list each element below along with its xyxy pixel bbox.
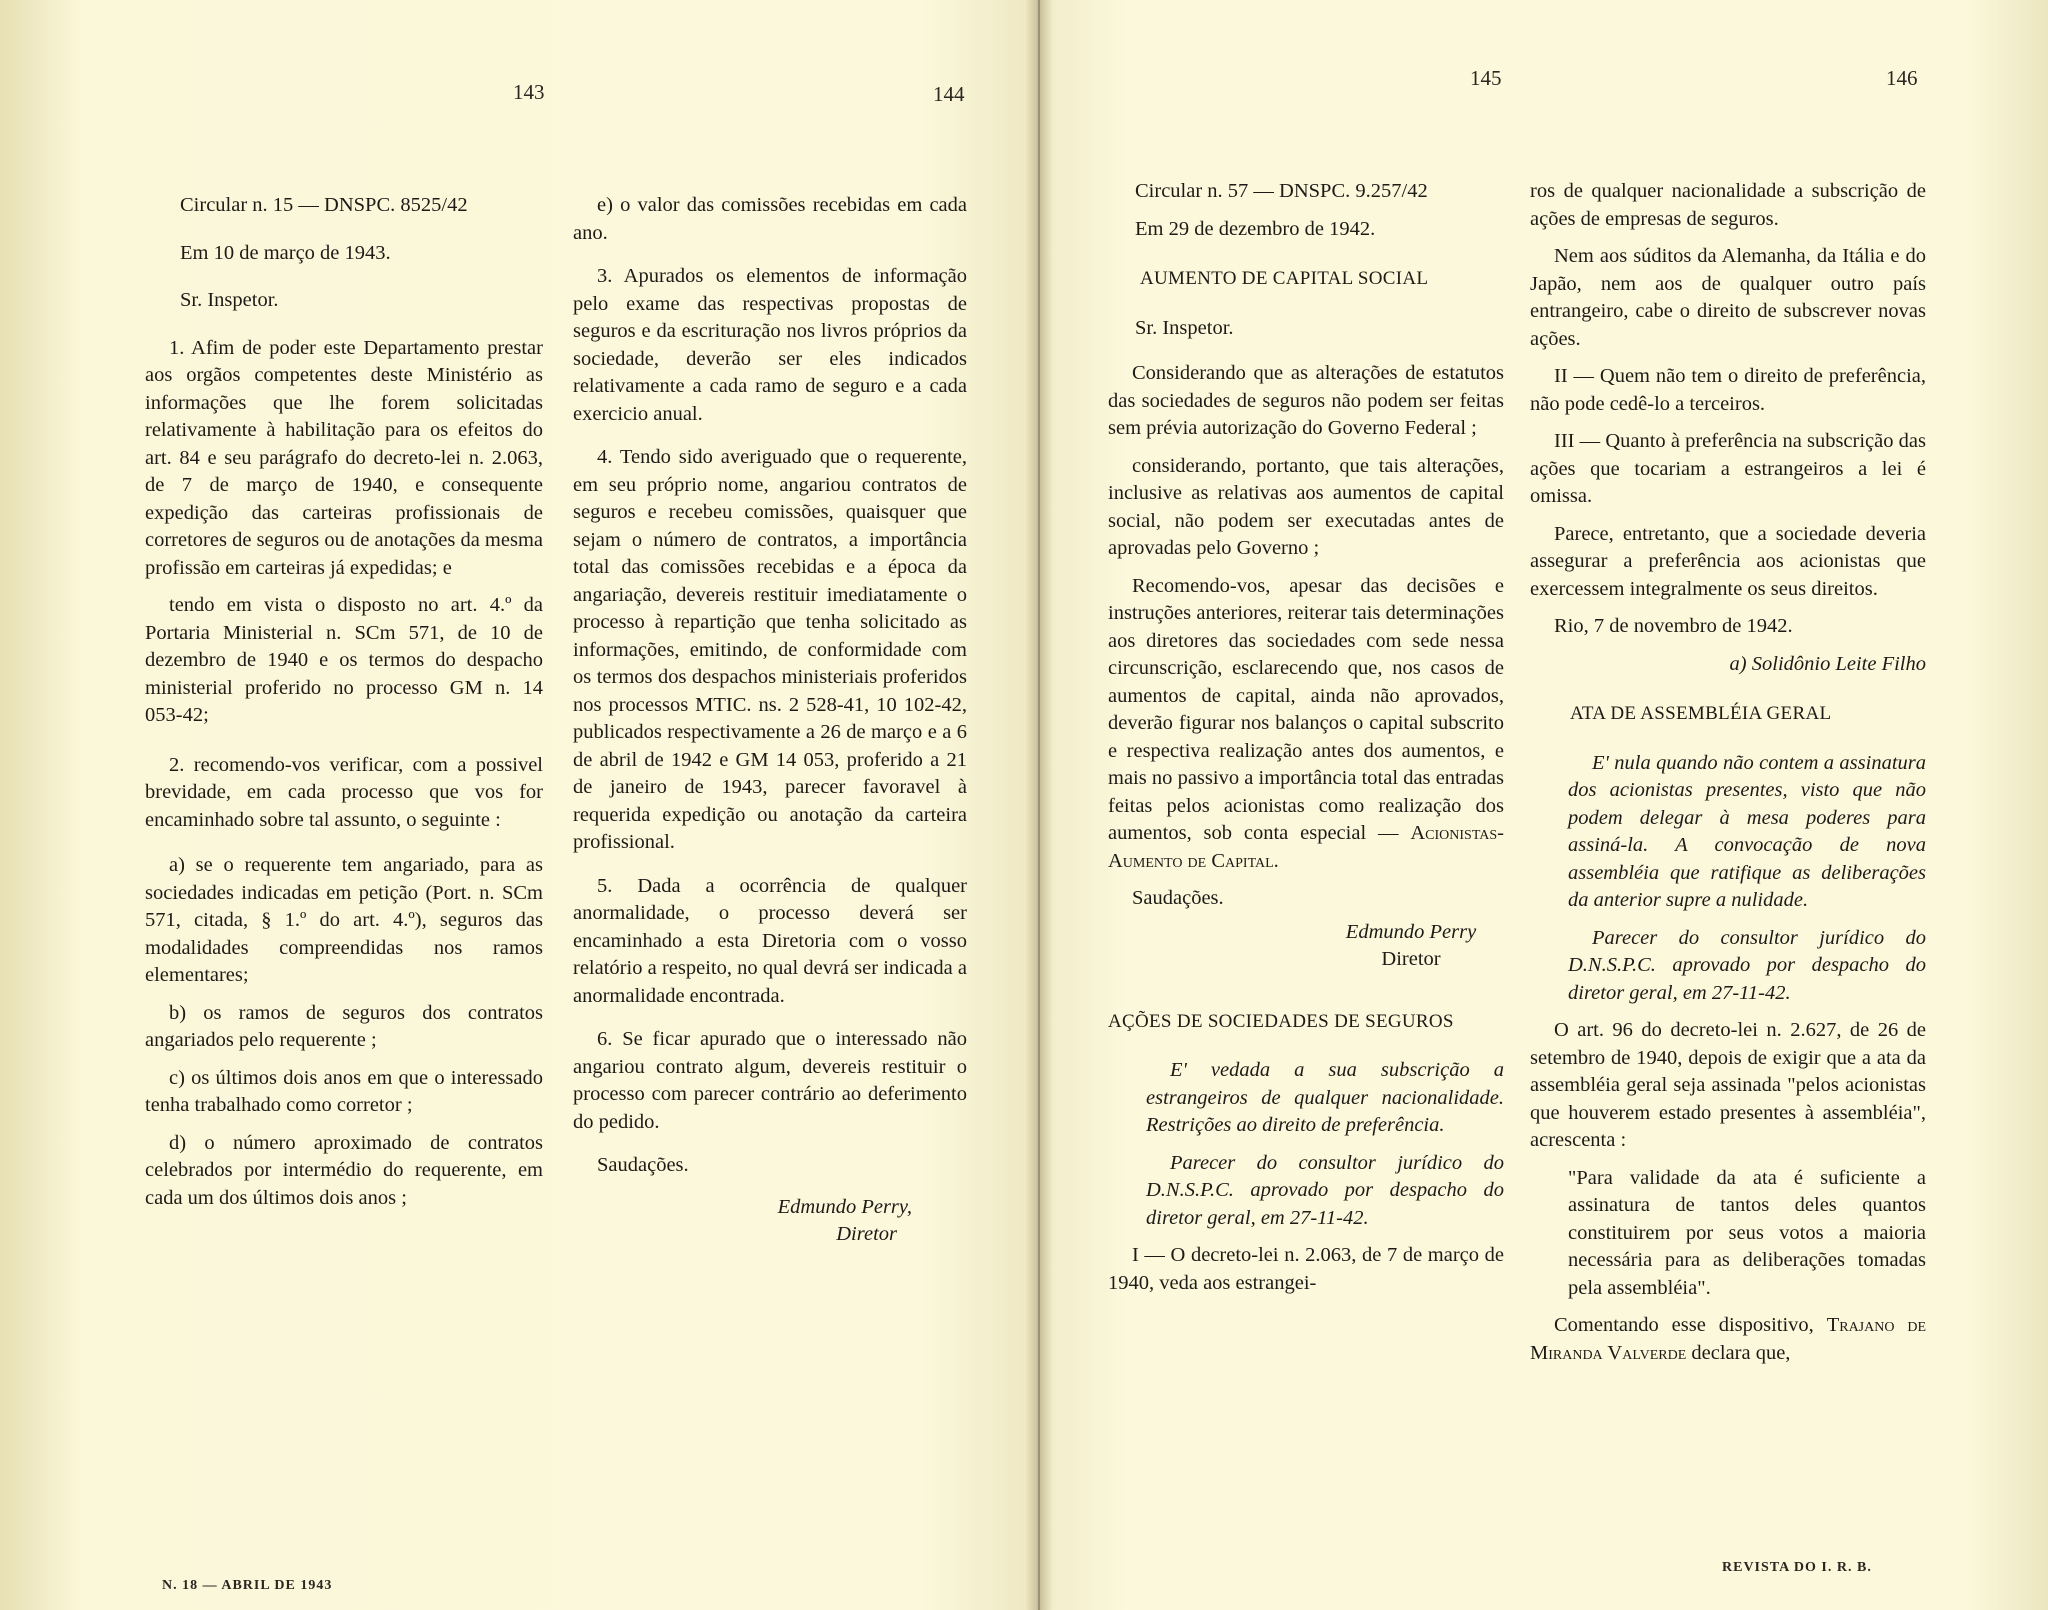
page-146-column [1530, 178, 1926, 1377]
paragraph: 4. Tendo sido averiguado que o requerente, em seu próprio nome, angariou contratos de seguros e recebeu comissões, quaisquer que sejam o número de contratos, a importância total das comissões recebidas e a época da angariação, devereis restituir imediatamente o processo à repartição que tenha solicitado as informações, emitindo, de conformidade com os termos dos despachos ministeriais proferidos nos processos MTIC. ns. 2 528-41, 10 102-42, publicados respectivamente a 26 de março e a 6 de abril de 1942 e GM 14 053, proferido a 21 de janeiro de 1943, parecer favoravel à requerida expedição ou anotação da carteira profissional. [573, 446, 967, 853]
salutation: Sr. Inspetor. [180, 289, 279, 311]
section-heading: AUMENTO DE CAPITAL SOCIAL [1140, 268, 1429, 289]
list-item-c: c) os últimos dois anos em que o interessado tenha trabalhado como corretor ; [145, 1066, 543, 1116]
signature: a) Solidônio Leite Filho [1729, 652, 1926, 675]
paragraph: ros de qualquer nacionalidade a subscrição de ações de empresas de seguros. [1530, 180, 1926, 230]
circular-title: Circular n. 15 — DNSPC. 8525/42 [180, 194, 468, 216]
signature-role: Diretor [1381, 948, 1441, 970]
author-name: Trajano de Miranda Valverde [1530, 1314, 1927, 1364]
salutation: Sr. Inspetor. [1135, 316, 1234, 339]
list-item-a: a) se o requerente tem angariado, para as sociedades indicadas em petição (Port. n. SCm 571, citada, § 1.º do art. 4.º), seguros das modalidades compreendidas nos ramos elementares; [145, 854, 543, 986]
paragraph: I — O decreto-lei n. 2.063, de 7 de março de 1940, veda aos estrangei- [1108, 1244, 1504, 1294]
list-item-b: b) os ramos de seguros dos contratos angariados pelo requerente ; [145, 1001, 543, 1051]
paragraph: 6. Se ficar apurado que o interessado não angariou contrato algum, devereis restituir o processo com parecer contrário ao deferimento do pedido. [573, 1028, 967, 1133]
account-name: Acionistas-Aumento de Capital. [1108, 822, 1504, 872]
paragraph: Nem aos súditos da Alemanha, da Itália e do Japão, nem aos de qualquer outro país entrangeiro, cabe o direito de subscrever novas ações. [1530, 245, 1926, 350]
paragraph: O art. 96 do decreto-lei n. 2.627, de 26 de setembro de 1940, depois de exigir que a ata da assembléia geral seja assinada "pelos acionistas que houverem estado presentes à assembléia", acrescenta : [1530, 1019, 1926, 1151]
paragraph: Considerando que as alterações de estatutos das sociedades de seguros não podem ser feitas sem prévia autorização do Governo Federal ; [1108, 362, 1504, 439]
paragraph: II — Quem não tem o direito de preferência, não pode cedê-lo a terceiros. [1530, 365, 1926, 415]
page-145-column [1108, 178, 1504, 1307]
signature: Edmundo Perry, [777, 1195, 912, 1218]
paragraph: tendo em vista o disposto no art. 4.º da Portaria Ministerial n. SCm 571, de 10 de dezembro de 1940 e os termos do despacho ministerial proferido no processo GM n. 14 053-42; [145, 594, 543, 726]
page-number-145: 145 [1470, 66, 1502, 90]
paragraph: 5. Dada a ocorrência de qualquer anormalidade, o processo deverá ser encaminhado a esta Diretoria com o vosso relatório a respeito, no qual devrá ser indicada a anormalidade encontrada. [573, 874, 967, 1007]
circular-date: Em 29 de dezembro de 1942. [1135, 217, 1376, 240]
closing: Saudações. [597, 1154, 689, 1176]
summary: E' nula quando não contem a assinatura dos acionistas presentes, visto que não podem delegar à mesa poderes para assiná-la. A convocação de nova assembléia que ratifique as deliberações da anterior supre a nulidade. [1568, 751, 1926, 911]
circular-date: Em 10 de março de 1943. [180, 241, 391, 264]
summary: E' vedada a sua subscrição a estrangeiros de qualquer nacionalidade. Restrições ao direito de preferência. [1146, 1059, 1504, 1136]
paragraph-text: Comentando esse dispositivo, [1554, 1314, 1827, 1336]
footer-right: REVISTA DO I. R. B. [1722, 1560, 1872, 1575]
closing-date: Rio, 7 de novembro de 1942. [1554, 615, 1793, 637]
list-item-e: e) o valor das comissões recebidas em cada ano. [573, 194, 967, 244]
closing: Saudações. [1132, 887, 1224, 909]
book-gutter [1025, 0, 1053, 1610]
page-number-143: 143 [513, 80, 545, 104]
page-143-column [145, 192, 543, 1222]
paragraph: 3. Apurados os elementos de informação pelo exame das respectivas propostas de seguros e da escrituração nos livros próprios da sociedade, deverão ser eles indicados relativamente a cada ramo de seguro e a cada exercicio anual. [573, 265, 967, 425]
paragraph-text: declara que, [1686, 1341, 1791, 1364]
paragraph: 2. recomendo-vos verificar, com a possivel brevidade, em cada processo que vos for encaminhado sobre tal assunto, o seguinte : [145, 753, 543, 831]
paragraph: III — Quanto à preferência na subscrição das ações que tocariam a estrangeiros a lei é omissa. [1530, 430, 1926, 507]
section-heading: ATA DE ASSEMBLÉIA GERAL [1570, 703, 1832, 724]
quotation: "Para validade da ata é suficiente a assinatura de tantos deles quantos constituirem por seus votos a maioria necessária para as deliberações tomadas pela assembléia". [1568, 1166, 1926, 1299]
paragraph-text: Recomendo-vos, apesar das decisões e instruções anteriores, reiterar tais determinações aos diretores das sociedades com sede nessa circunscrição, esclarecendo que, nos casos de aumentos de capital, ainda não aprovados, deverão figurar nos balanços o capital subscrito e respectiva realização antes dos aumentos, e mais no passivo a importância total das entradas feitas pelos acionistas como realização dos aumentos, sob conta especial — [1108, 574, 1504, 844]
list-item-d: d) o número aproximado de contratos celebrados por intermédio do requerente, em cada um dos últimos dois anos ; [145, 1131, 543, 1209]
paragraph: 1. Afim de poder este Departamento prestar aos orgãos competentes deste Ministério as informações que lhe forem solicitadas relativamente à habilitação para os efeitos do art. 84 e seu parágrafo do decreto-lei n. 2.063, de 7 de março de 1940, e consequente expedição das carteiras profissionais de corretores de seguros ou de anotações da mesma profissão em carteiras já expedidas; e [145, 336, 543, 579]
paragraph [1108, 573, 1504, 876]
opinion-note: Parecer do consultor jurídico do D.N.S.P.C. aprovado por despacho do diretor geral, em 27-11-42. [1146, 1151, 1504, 1229]
signature: Edmundo Perry [1345, 920, 1477, 943]
page-number-144: 144 [933, 82, 965, 106]
page-number-146: 146 [1886, 66, 1918, 90]
signature-role: Diretor [836, 1223, 897, 1245]
footer-left: N. 18 — ABRIL DE 1943 [162, 1578, 333, 1593]
paragraph [1530, 1312, 1926, 1367]
circular-title: Circular n. 57 — DNSPC. 9.257/42 [1135, 180, 1428, 202]
paragraph: Parece, entretanto, que a sociedade deveria assegurar a preferência aos acionistas que exercessem integralmente os seus direitos. [1530, 522, 1926, 600]
page-144-column [573, 192, 967, 1249]
paragraph: considerando, portanto, que tais alterações, inclusive as relativas aos aumentos de capital social, não podem ser executadas antes de aprovadas pelo Governo ; [1108, 454, 1504, 559]
opinion-note: Parecer do consultor jurídico do D.N.S.P.C. aprovado por despacho do diretor geral, em 27-11-42. [1568, 926, 1926, 1004]
section-heading: AÇÕES DE SOCIEDADES DE SEGUROS [1108, 1010, 1454, 1032]
